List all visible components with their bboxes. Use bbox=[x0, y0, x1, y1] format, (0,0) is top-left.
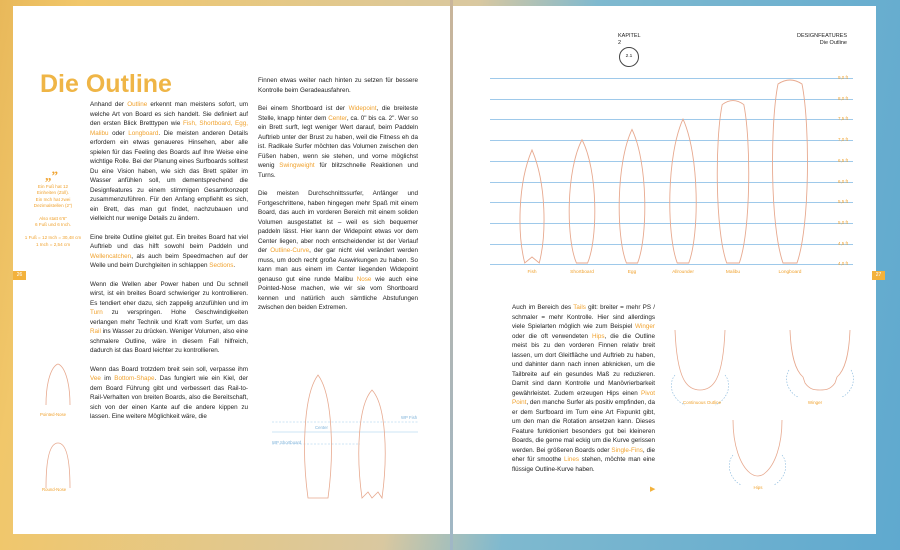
continuous-outline-label: Continuous Outline bbox=[682, 400, 722, 405]
text-run: , die eher für smoothe bbox=[512, 446, 655, 463]
grid-label: 8,0 ft bbox=[838, 95, 849, 101]
sidebar-line: 1 Inch = 2,54 cm bbox=[35, 241, 71, 247]
text-run: Anhand der bbox=[90, 101, 128, 108]
pointed-nose-label: Pointed-Nose bbox=[40, 412, 67, 417]
board-outline-longboard bbox=[773, 80, 808, 263]
grid-label: 5,5 ft bbox=[838, 199, 849, 205]
grid-label: 9,0 ft bbox=[838, 75, 849, 80]
glossary-term: Turn bbox=[90, 309, 103, 316]
winger-label: Winger bbox=[807, 400, 823, 405]
paragraph bbox=[512, 303, 655, 474]
text-run: , ca. 0" bis ca. 2". Wer so ein Brett surft, legt weniger Wert darauf, beim Paddeln Auftrieb unter der Brust zu haben, weil die Fitness eh da ist. Radikale Surfer möchten das Volumen zwischen den Füßen haben, wenn sie stehen, und vorne möglichst wenig bbox=[258, 114, 418, 169]
glossary-term: Winger bbox=[635, 323, 655, 330]
board-label: Malibu bbox=[725, 270, 741, 275]
board-label: Egg bbox=[627, 270, 637, 275]
text-run: , die breiteste Stelle, knapp hinter dem bbox=[258, 105, 418, 122]
text-run: gilt: breiter = mehr PS / schmaler = mehr Kontrolle. Hier sind allerdings viele Spielarten möglich wie zum Beispiel bbox=[512, 304, 655, 330]
grid-label: 7,0 ft bbox=[838, 137, 849, 143]
text-run: stehen, möchte man eine flüssige Outline-Kurve haben. bbox=[512, 456, 655, 473]
glossary-term: Tails bbox=[573, 304, 586, 311]
nose-shapes-diagram bbox=[40, 360, 80, 500]
center-label: Center bbox=[315, 425, 328, 430]
text-run: Auch im Bereich des bbox=[512, 304, 574, 311]
sidebar-line: Dezimalstellen (2") bbox=[33, 203, 73, 209]
text-run: , der gar nicht viel verändert werden muss, um doch recht große Auswirkungen zu haben. So kann man aus einem im Center liegenden Widepoint genauso gut eine runde Malibu bbox=[258, 247, 419, 283]
text-column-3 bbox=[512, 303, 655, 483]
sidebar-line: 6 Fuß und 6 Inch. bbox=[34, 222, 71, 228]
wp-fish-label: WP Fish bbox=[401, 415, 418, 420]
chapter-number: 2 bbox=[618, 40, 622, 46]
text-run: Bei einem Shortboard ist der bbox=[258, 105, 349, 112]
text-run: ins Wasser zu drücken. Weniger Volumen, also eine schmalere Outline, wäre in diesem Fall hilfreich, dadurch ist das Board leichter zu kontrollieren. bbox=[90, 328, 248, 354]
glossary-term: Vee bbox=[90, 375, 101, 382]
sidebar-line: Also statt 6'6" bbox=[39, 216, 67, 222]
text-run: für blitzschnelle Reaktionen und Turns. bbox=[258, 162, 419, 179]
text-run: Eine breite Outline gleitet gut. Ein breites Board hat viel Auftrieb und das hilft sowohl beim Paddeln und bbox=[90, 233, 248, 250]
glossary-term: Fish, Shortboard, Egg, Malibu bbox=[90, 120, 248, 137]
glossary-term: Single-Fins bbox=[611, 446, 643, 454]
sidebar-line: 1 Fuß = 12 Inch = 30,48 cm bbox=[24, 235, 82, 241]
text-run: , den manche Surfer als positiv empfinden, da er dem Surfboard im Turn eine Art Fixpunkt gibt, um den man die Rotation ansetzen kann. Dieses Feature funktioniert besonders gut bei kleineren Boards, die gerne mal eckig um die Kurve gerissen werden. Bei größeren Boards oder bbox=[512, 399, 655, 454]
grid-label: 7,5 ft bbox=[838, 116, 849, 122]
sidebar-line: Einheiten (Zoll). bbox=[36, 190, 70, 196]
text-run: im bbox=[100, 375, 115, 382]
page-title: Die Outline bbox=[40, 70, 172, 98]
text-run: Finnen etwas weiter nach hinten zu setzen für bessere Kontrolle beim Geradeausfahren. bbox=[258, 77, 418, 94]
text-run: wie auch eine Pointed-Nose machen, wie wir sie vom Shortboard kennen und natürlich auch sämtliche Abstufungen zwischen den beiden Extremen. bbox=[258, 275, 418, 311]
text-run: erkennt man meistens sofort, um welche Art von Board es sich handelt. Sie definiert auf den ersten Blick Bretttypen wie bbox=[90, 101, 248, 127]
text-run: oder die oft verwendeten bbox=[512, 332, 592, 340]
subsection-text: Die Outline bbox=[819, 40, 847, 46]
board-outline-allrounder bbox=[670, 119, 696, 263]
tail-shapes-diagram bbox=[665, 325, 865, 505]
text-run: , die die Outline meist bis zu den vorderen Finnen relativ breit lassen, um dort Gleitfläche und Auftrieb zu haben, und dahinter dann nach innen abknicken, um die Tailbreite auf ein gesundes Maß zu reduzieren. Damit sind dann Kontrolle und Manövrierbarkeit gewährleistet. Zudem erzeugen Hips einen bbox=[512, 332, 656, 397]
glossary-term: Swingweight bbox=[279, 162, 315, 169]
text-run: . Die meisten anderen Details erfordern ein etwas genaueres Hinsehen, aber alle spielen für das Feeling des Boards auf Ihre Weise eine wichtige Rolle. Bei der Planung eines Surfboards solltest Du eine Vision haben, wie sich das Brett später im Wasser anfühlen soll, um dementsprechend die Designfeatures zu einem stimmigen Gesamtkonzept zusammenzuführen. Für den Anfang empfiehlt es sich, ein Brett, das man gut findet, nachzubauen und vielleicht nur wenige Details zu ändern. bbox=[90, 129, 248, 222]
glossary-term: Widepoint bbox=[348, 105, 377, 112]
glossary-term: Lines bbox=[563, 456, 580, 463]
section-badge: 2.1 bbox=[619, 47, 639, 67]
board-label: Shortboard bbox=[570, 270, 594, 275]
board-outline-malibu bbox=[717, 101, 748, 263]
quote-mark-icon: „” bbox=[45, 168, 58, 183]
grid-label: 5,0 ft bbox=[838, 219, 849, 225]
text-run: zu verspringen. Hohe Geschwindigkeiten verlangen mehr Technik und Kraft vom Surfer, um das bbox=[90, 309, 248, 326]
sidebar-line: Ein Fuß hat 12 bbox=[37, 184, 69, 189]
paragraph bbox=[90, 365, 248, 422]
continue-arrow-icon: ▶ bbox=[650, 486, 656, 493]
sidebar-line: Ein Inch hat zwei bbox=[35, 196, 71, 202]
text-run: Wenn die Wellen aber Power haben und Du schnell wirst, ist ein breites Board schwieriger zu kontrollieren. Es tendiert eher dazu, sich zappelig anzufühlen und im bbox=[90, 280, 248, 307]
board-outline-fish bbox=[520, 150, 544, 263]
page-number-right: 27 bbox=[872, 271, 885, 280]
grid-label: 4,5 ft bbox=[838, 240, 849, 246]
board-label: Allrounder bbox=[672, 270, 694, 275]
glossary-term: Longboard bbox=[128, 129, 159, 137]
wp-shortboard-label: WP Shortboard bbox=[272, 440, 302, 445]
glossary-term: Sections bbox=[209, 262, 234, 269]
board-label: Fish bbox=[527, 270, 537, 275]
section-text: DESIGNFEATURES bbox=[796, 33, 847, 39]
board-outline-egg bbox=[619, 129, 645, 263]
text-run: . bbox=[233, 262, 236, 269]
hips-label: Hips bbox=[753, 485, 763, 490]
text-run: Wenn das Board trotzdem breit sein soll, verpasse ihm bbox=[90, 365, 248, 373]
board-outline-shortboard bbox=[569, 140, 595, 263]
glossary-term: Rail bbox=[90, 328, 101, 335]
glossary-term: Wellencatchen bbox=[90, 252, 132, 260]
glossary-term: Bottom-Shape bbox=[114, 375, 155, 382]
grid-label: 4,0 ft bbox=[838, 261, 849, 267]
text-run: oder bbox=[108, 129, 129, 137]
text-run: , als auch beim Speedmachen auf der Welle und beim Durchgleiten in schlappen bbox=[90, 252, 248, 269]
glossary-term: Outline-Curve bbox=[270, 247, 310, 254]
grid-label: 6,5 ft bbox=[838, 157, 849, 163]
glossary-term: Hips bbox=[591, 332, 605, 340]
round-nose-label: Round-Nose bbox=[42, 487, 67, 492]
glossary-term: Nose bbox=[356, 275, 372, 283]
board-label: Longboard bbox=[778, 270, 802, 275]
page-number-left: 26 bbox=[13, 271, 26, 280]
glossary-term: Center bbox=[328, 114, 347, 122]
glossary-term: Outline bbox=[127, 101, 148, 108]
chapter-text: KAPITEL bbox=[618, 33, 641, 39]
text-run: Die meisten Durchschnittssurfer, Anfänger und Fortgeschrittene, haben hingegen mehr Spaß mit einem Board, das auch im vorderen Bereich mit einem soliden Volumen ausgestattet ist – weil es sich bequemer paddeln lässt. Hier kann der Widepoint etwas vor dem Center liegen, aber noch entscheidender ist der Verlauf der bbox=[258, 190, 418, 254]
glossary-term: Pivot Point bbox=[512, 389, 655, 406]
grid-label: 6,0 ft bbox=[838, 178, 849, 184]
text-run: . Das fungiert wie ein Kiel, der dem Board Führung gibt und verbessert das Rail-to-Rail-Verhalten von breiten Boards, also die Bereitschaft, sich von der einen Kante auf die andere kippen zu lassen. Eine weitere Möglichkeit wäre, die bbox=[90, 375, 248, 420]
